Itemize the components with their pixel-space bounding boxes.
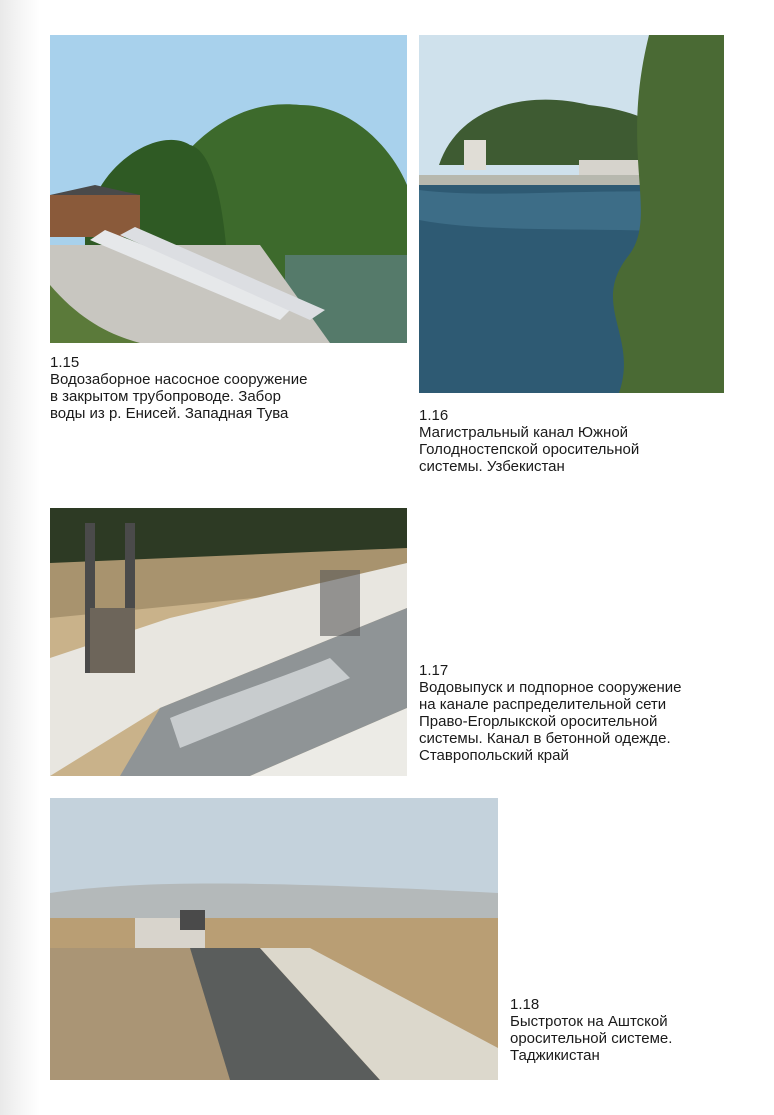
caption-line: системы. Канал в бетонной одежде. [419, 730, 671, 747]
caption-line: системы. Узбекистан [419, 458, 565, 475]
caption-line: Таджикистан [510, 1047, 600, 1064]
caption-1-16 [419, 407, 639, 475]
caption-1-17 [419, 662, 682, 764]
photo-1-17 [50, 508, 407, 776]
caption-line: воды из р. Енисей. Западная Тува [50, 405, 289, 422]
photo-1-16 [419, 35, 724, 393]
caption-line: на канале распределительной сети [419, 696, 667, 713]
caption-line: Магистральный канал Южной [419, 424, 629, 441]
caption-1-15 [50, 354, 307, 422]
figure-number: 1.16 [419, 407, 449, 424]
book-spine-shadow [0, 0, 40, 1115]
caption-line: Ставропольский край [419, 747, 569, 764]
photo-1-15 [50, 35, 407, 343]
caption-line: Быстроток на Аштской [510, 1013, 668, 1030]
figure-number: 1.17 [419, 662, 449, 679]
figure-number: 1.18 [510, 996, 540, 1013]
caption-line: Водовыпуск и подпорное сооружение [419, 679, 682, 696]
caption-line: оросительной системе. [510, 1030, 673, 1047]
caption-line: Водозаборное насосное сооружение [50, 371, 308, 388]
caption-line: в закрытом трубопроводе. Забор [50, 388, 281, 405]
caption-line: Право-Егорлыкской оросительной [419, 713, 658, 730]
figure-number: 1.15 [50, 354, 80, 371]
caption-1-18 [510, 996, 672, 1064]
caption-line: Голодностепской оросительной [419, 441, 640, 458]
photo-1-18 [50, 798, 498, 1080]
